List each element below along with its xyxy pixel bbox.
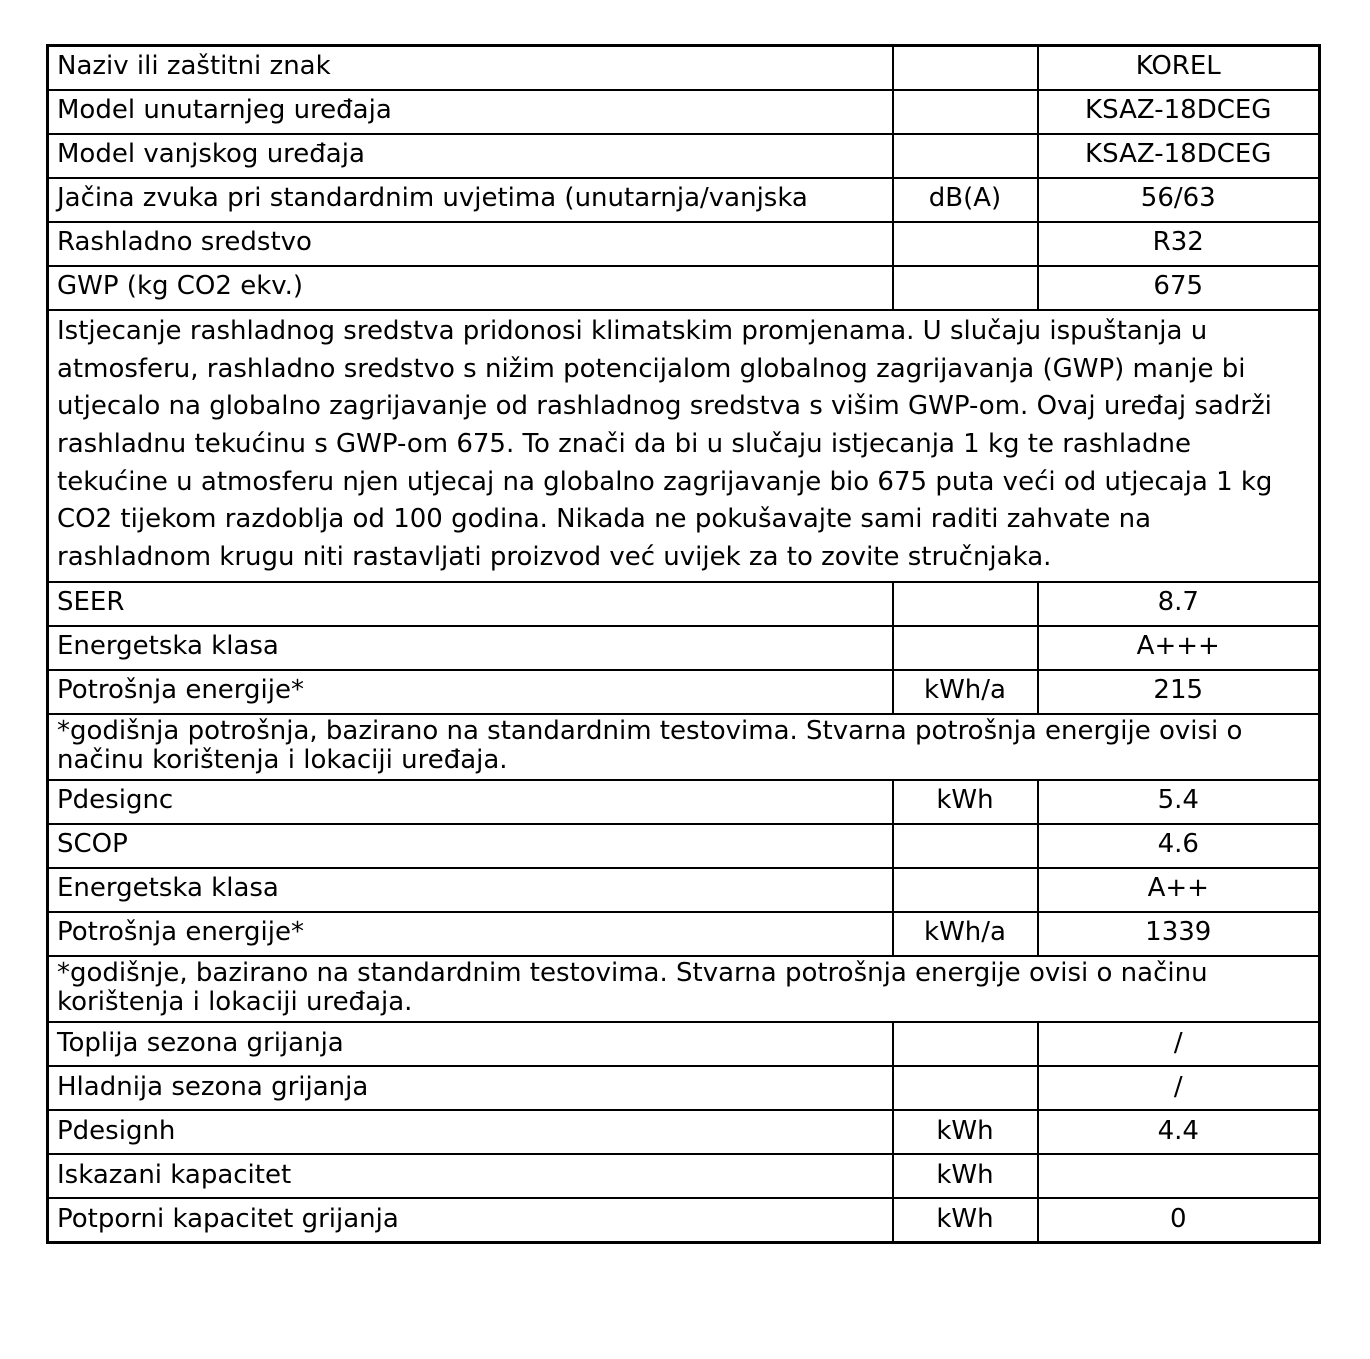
row-label: Iskazani kapacitet [48,1154,893,1198]
table-row [48,134,1320,178]
row-unit [893,1022,1038,1066]
row-unit [893,266,1038,310]
row-label: Potrošnja energije* [48,912,893,956]
row-value: A++ [1038,868,1320,912]
row-value: KOREL [1038,46,1320,91]
row-value: 5.4 [1038,780,1320,824]
row-unit [893,90,1038,134]
table-row [48,46,1320,91]
table-note-row [48,956,1320,1022]
row-label: Potporni kapacitet grijanja [48,1198,893,1243]
row-unit: dB(A) [893,178,1038,222]
row-label: Rashladno sredstvo [48,222,893,266]
table-row [48,1198,1320,1243]
refrigerant-leakage-note: Istjecanje rashladnog sredstva pridonosi klimatskim promjenama. U slučaju ispuštanja u atmosferu, rashladno sredstvo s nižim potencijalom globalnog zagrijavanja (GWP) manje bi utjecalo na globalno zagrijavanje od rashladnog sredstva s višim GWP-om. Ovaj uređaj sadrži rashladnu tekućinu s GWP-om 675. To znači da bi u slučaju istjecanja 1 kg te rashladne tekućine u atmosferu njen utjecaj na globalno zagrijavanje bio 675 puta veći od utjecaja 1 kg CO2 tijekom razdoblja od 100 godina. Nikada ne pokušavajte sami raditi zahvate na rashladnom krugu niti rastavljati proizvod već uvijek za to zovite stručnjaka. [48,310,1320,582]
row-label: Toplija sezona grijanja [48,1022,893,1066]
row-value: A+++ [1038,626,1320,670]
row-unit [893,134,1038,178]
table-row [48,1154,1320,1198]
row-label: Jačina zvuka pri standardnim uvjetima (unutarnja/vanjska [48,178,893,222]
row-unit [893,222,1038,266]
row-unit [893,582,1038,626]
row-label: SEER [48,582,893,626]
row-unit: kWh [893,1198,1038,1243]
row-label: Model vanjskog uređaja [48,134,893,178]
row-unit [893,868,1038,912]
table-row [48,626,1320,670]
row-value: 8.7 [1038,582,1320,626]
table-row [48,780,1320,824]
row-value: 675 [1038,266,1320,310]
heating-consumption-note: *godišnje, bazirano na standardnim testovima. Stvarna potrošnja energije ovisi o načinu korištenja i lokaciji uređaja. [48,956,1320,1022]
row-value: R32 [1038,222,1320,266]
row-value: / [1038,1066,1320,1110]
row-unit: kWh/a [893,912,1038,956]
row-label: Hladnija sezona grijanja [48,1066,893,1110]
row-unit: kWh [893,1154,1038,1198]
row-label: Model unutarnjeg uređaja [48,90,893,134]
row-value: 215 [1038,670,1320,714]
table-row [48,178,1320,222]
row-value [1038,1154,1320,1198]
row-label: Potrošnja energije* [48,670,893,714]
table-row [48,868,1320,912]
row-value: 4.4 [1038,1110,1320,1154]
table-row [48,1066,1320,1110]
row-value: KSAZ-18DCEG [1038,134,1320,178]
row-label: Energetska klasa [48,868,893,912]
row-unit: kWh/a [893,670,1038,714]
table-row [48,582,1320,626]
table-note-row [48,714,1320,780]
table-row [48,266,1320,310]
row-value: 1339 [1038,912,1320,956]
row-label: Pdesignh [48,1110,893,1154]
row-label: GWP (kg CO2 ekv.) [48,266,893,310]
table-row [48,1022,1320,1066]
row-label: Energetska klasa [48,626,893,670]
row-label: Pdesignc [48,780,893,824]
row-value: / [1038,1022,1320,1066]
row-unit [893,626,1038,670]
row-label: SCOP [48,824,893,868]
table-body [48,46,1320,1243]
table-row [48,222,1320,266]
row-unit [893,1066,1038,1110]
specifications-table [46,44,1321,1244]
table-row [48,90,1320,134]
row-unit [893,824,1038,868]
row-unit: kWh [893,780,1038,824]
table-note-row [48,310,1320,582]
cooling-consumption-note: *godišnja potrošnja, bazirano na standardnim testovima. Stvarna potrošnja energije ovisi o načinu korištenja i lokaciji uređaja. [48,714,1320,780]
table-row [48,824,1320,868]
row-unit: kWh [893,1110,1038,1154]
row-value: 0 [1038,1198,1320,1243]
row-value: 56/63 [1038,178,1320,222]
row-value: KSAZ-18DCEG [1038,90,1320,134]
row-label: Naziv ili zaštitni znak [48,46,893,91]
row-value: 4.6 [1038,824,1320,868]
table-row [48,670,1320,714]
table-row [48,912,1320,956]
row-unit [893,46,1038,91]
table-row [48,1110,1320,1154]
